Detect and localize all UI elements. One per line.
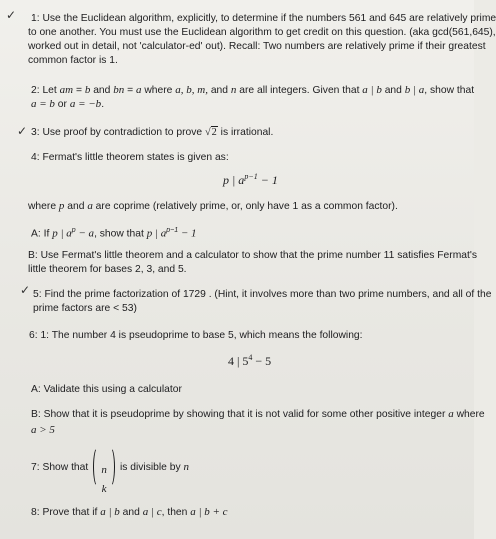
checkmark-icon: ✓ [20, 283, 31, 297]
problem-4-where: where p and a are coprime (relatively prime, or, only have 1 as a common factor). [28, 200, 398, 212]
checkmark-icon: ✓ [17, 124, 28, 138]
problem-4-part-b-line-1: B: Use Fermat's little theorem and a calculator to show that the prime number 11 satisfies Fermat's [28, 250, 477, 261]
problem-1-line-1: 1: Use the Euclidean algorithm, explicitly, to determine if the numbers 561 and 645 are relatively prime [31, 13, 496, 24]
problem-6-part-a: A: Validate this using a calculator [31, 384, 182, 395]
pseudoprime-formula: 4 | $5^4 - 5$ [228, 353, 272, 368]
problem-4-intro: 4: Fermat's little theorem states is given as: [31, 152, 229, 163]
binomial-coefficient: n k [93, 447, 115, 487]
problem-3: 3: Use proof by contradiction to prove √2 is irrational. [31, 127, 274, 138]
checkmark-icon: ✓ [6, 8, 17, 22]
problem-1-line-2: to one another. You must use the Euclidean algorithm to get credit on this question. (aka gcd(561,645), [28, 27, 496, 38]
problem-2-line-1: 2: Let am = b and bn = a where a, b, m, and n are all integers. Given that a | b and b | a, show that [31, 84, 475, 96]
problem-6-part-b-line-1: B: Show that it is pseudoprime by showing that it is not valid for some other positive integer a where [31, 408, 485, 420]
problem-5-line-2: prime factors are < 53) [33, 303, 137, 314]
problem-7: 7: Show that n k is divisible by n [31, 447, 189, 489]
problem-8: 8: Prove that if a | b and a | c, then a | b + c [31, 506, 228, 518]
problem-6-part-b-line-2: a > 5 [31, 424, 55, 436]
problem-2-line-2: a = b or a = −b. [31, 98, 105, 110]
problem-4-part-a: A: If p | $a^p - a$, show that p | $a^{p-1} - 1$ [31, 227, 197, 240]
problem-4-part-b-line-2: little theorem for bases 2, 3, and 5. [28, 264, 187, 275]
problem-1-line-3: worked out in detail, not 'calculator-ed' out). Recall: Two numbers are relatively prime if their greatest [28, 41, 486, 52]
fermat-formula: p | $a^{p-1} - 1$ [223, 172, 278, 187]
problem-5-line-1: 5: Find the prime factorization of 1729 . (Hint, it involves more than two prime numbers, and all of the [33, 289, 492, 300]
problem-1-line-4: common factor is 1. [28, 55, 118, 66]
problem-6-intro: 6: 1: The number 4 is pseudoprime to base 5, which means the following: [29, 330, 363, 341]
